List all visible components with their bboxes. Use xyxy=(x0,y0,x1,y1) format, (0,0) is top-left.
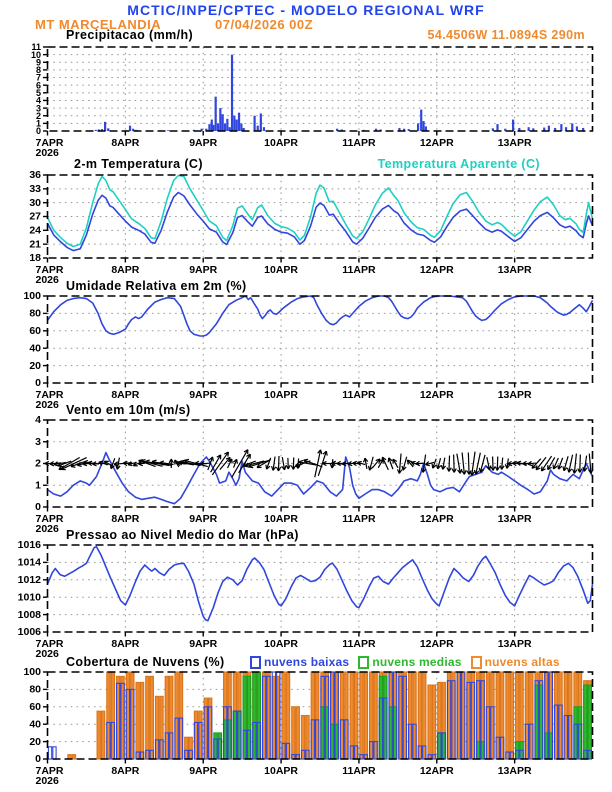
svg-text:60: 60 xyxy=(29,325,41,337)
svg-text:1014: 1014 xyxy=(17,556,41,569)
svg-text:27: 27 xyxy=(29,210,41,223)
panel-title-temperature: 2-m Temperatura (C) xyxy=(74,157,203,171)
svg-text:11APR: 11APR xyxy=(342,765,376,777)
svg-text:2: 2 xyxy=(35,457,41,470)
svg-text:18: 18 xyxy=(29,252,41,265)
svg-text:7APR: 7APR xyxy=(35,137,64,149)
svg-text:80: 80 xyxy=(29,307,41,320)
svg-text:100: 100 xyxy=(23,666,41,679)
svg-text:8APR: 8APR xyxy=(111,765,140,777)
svg-text:11: 11 xyxy=(31,42,41,53)
svg-text:9: 9 xyxy=(35,57,41,68)
svg-text:2026: 2026 xyxy=(35,523,59,535)
legend-label: nuvens medias xyxy=(372,655,462,669)
panel-title-cloud-cover: Cobertura de Nuvens (%) xyxy=(66,655,225,669)
svg-text:40: 40 xyxy=(29,718,41,731)
panel-title-humidity: Umidade Relativa em 2m (%) xyxy=(66,279,247,293)
panel-humidity-plot xyxy=(0,290,612,411)
svg-text:0: 0 xyxy=(35,377,41,390)
run-datetime: 07/04/2026 00Z xyxy=(215,17,314,32)
svg-text:10APR: 10APR xyxy=(264,137,299,149)
panel-temperature-plot xyxy=(0,169,612,286)
svg-text:20: 20 xyxy=(29,359,41,372)
svg-text:30: 30 xyxy=(29,196,41,209)
location-label: 54.4506W 11.0894S 290m xyxy=(427,28,585,42)
svg-text:7APR: 7APR xyxy=(35,264,64,276)
svg-text:4: 4 xyxy=(35,414,41,427)
svg-text:1006: 1006 xyxy=(17,626,41,639)
svg-text:11APR: 11APR xyxy=(342,638,376,650)
svg-text:10APR: 10APR xyxy=(264,264,299,276)
svg-text:5: 5 xyxy=(35,88,41,99)
apparent-temperature-label: Temperatura Aparente (C) xyxy=(377,157,540,171)
svg-text:0: 0 xyxy=(35,126,41,137)
svg-text:0: 0 xyxy=(35,501,41,514)
svg-text:11APR: 11APR xyxy=(342,264,376,276)
svg-text:21: 21 xyxy=(29,238,41,251)
panel-precipitation-plot xyxy=(0,41,612,159)
svg-text:20: 20 xyxy=(29,735,41,748)
panel-wind-plot xyxy=(0,414,612,535)
svg-text:4: 4 xyxy=(35,95,41,106)
svg-text:8: 8 xyxy=(35,65,41,76)
svg-text:13APR: 13APR xyxy=(497,264,532,276)
svg-text:11APR: 11APR xyxy=(342,513,376,525)
svg-text:33: 33 xyxy=(29,183,41,196)
panel-title-wind: Vento em 10m (m/s) xyxy=(66,403,191,417)
panel-pressure-plot xyxy=(0,539,612,660)
svg-text:1010: 1010 xyxy=(17,591,41,604)
svg-text:13APR: 13APR xyxy=(497,638,532,650)
svg-text:12APR: 12APR xyxy=(419,513,454,525)
svg-text:12APR: 12APR xyxy=(419,137,454,149)
svg-text:1012: 1012 xyxy=(17,574,41,586)
svg-text:7APR: 7APR xyxy=(35,765,64,777)
svg-text:11APR: 11APR xyxy=(342,389,376,401)
svg-text:24: 24 xyxy=(29,224,41,237)
svg-text:3: 3 xyxy=(35,103,41,114)
svg-text:7APR: 7APR xyxy=(35,389,64,401)
svg-text:9APR: 9APR xyxy=(189,389,218,401)
svg-text:7APR: 7APR xyxy=(35,513,64,525)
svg-text:2026: 2026 xyxy=(35,648,59,660)
svg-text:80: 80 xyxy=(29,683,41,696)
panel-title-pressure: Pressao ao Nivel Medio do Mar (hPa) xyxy=(66,528,299,542)
svg-text:9APR: 9APR xyxy=(189,137,218,149)
svg-text:12APR: 12APR xyxy=(419,765,454,777)
svg-text:13APR: 13APR xyxy=(497,513,532,525)
svg-text:7: 7 xyxy=(35,72,41,83)
svg-text:9APR: 9APR xyxy=(189,513,218,525)
svg-text:0: 0 xyxy=(35,753,41,766)
svg-text:9APR: 9APR xyxy=(189,765,218,777)
panel-cloud-cover-plot xyxy=(0,666,612,787)
svg-text:8APR: 8APR xyxy=(111,137,140,149)
svg-text:8APR: 8APR xyxy=(111,638,140,650)
svg-text:13APR: 13APR xyxy=(497,137,532,149)
legend-label: nuvens baixas xyxy=(264,655,350,669)
station-label: MT MARCELANDIA xyxy=(35,17,162,32)
svg-text:9APR: 9APR xyxy=(189,264,218,276)
svg-text:6: 6 xyxy=(35,80,41,91)
svg-text:60: 60 xyxy=(29,701,41,713)
svg-text:1: 1 xyxy=(35,479,41,492)
svg-text:8APR: 8APR xyxy=(111,513,140,525)
panel-title-precipitation: Precipitacao (mm/h) xyxy=(66,28,194,42)
svg-text:10APR: 10APR xyxy=(264,765,299,777)
svg-text:10APR: 10APR xyxy=(264,513,299,525)
svg-text:3: 3 xyxy=(35,435,41,448)
svg-text:10: 10 xyxy=(30,49,41,60)
svg-text:8APR: 8APR xyxy=(111,389,140,401)
svg-text:10APR: 10APR xyxy=(264,638,299,650)
svg-text:10APR: 10APR xyxy=(264,389,299,401)
svg-text:40: 40 xyxy=(29,342,41,355)
svg-text:100: 100 xyxy=(23,290,41,303)
svg-text:2: 2 xyxy=(35,110,41,121)
svg-text:2026: 2026 xyxy=(35,775,59,787)
svg-text:13APR: 13APR xyxy=(497,389,532,401)
svg-text:1008: 1008 xyxy=(17,608,41,621)
legend-label: nuvens altas xyxy=(484,655,560,669)
svg-text:1: 1 xyxy=(35,118,41,129)
svg-text:8APR: 8APR xyxy=(111,264,140,276)
svg-text:12APR: 12APR xyxy=(419,638,454,650)
svg-text:11APR: 11APR xyxy=(342,137,376,149)
svg-text:1016: 1016 xyxy=(17,539,41,552)
svg-text:2026: 2026 xyxy=(35,399,59,411)
svg-text:2026: 2026 xyxy=(35,274,59,286)
svg-text:12APR: 12APR xyxy=(419,264,454,276)
svg-text:12APR: 12APR xyxy=(419,389,454,401)
svg-text:9APR: 9APR xyxy=(189,638,218,650)
svg-text:2026: 2026 xyxy=(35,147,59,159)
svg-text:36: 36 xyxy=(29,169,41,182)
svg-text:13APR: 13APR xyxy=(497,765,532,777)
svg-text:7APR: 7APR xyxy=(35,638,64,650)
page-title: MCTIC/INPE/CPTEC - MODELO REGIONAL WRF xyxy=(127,2,485,18)
